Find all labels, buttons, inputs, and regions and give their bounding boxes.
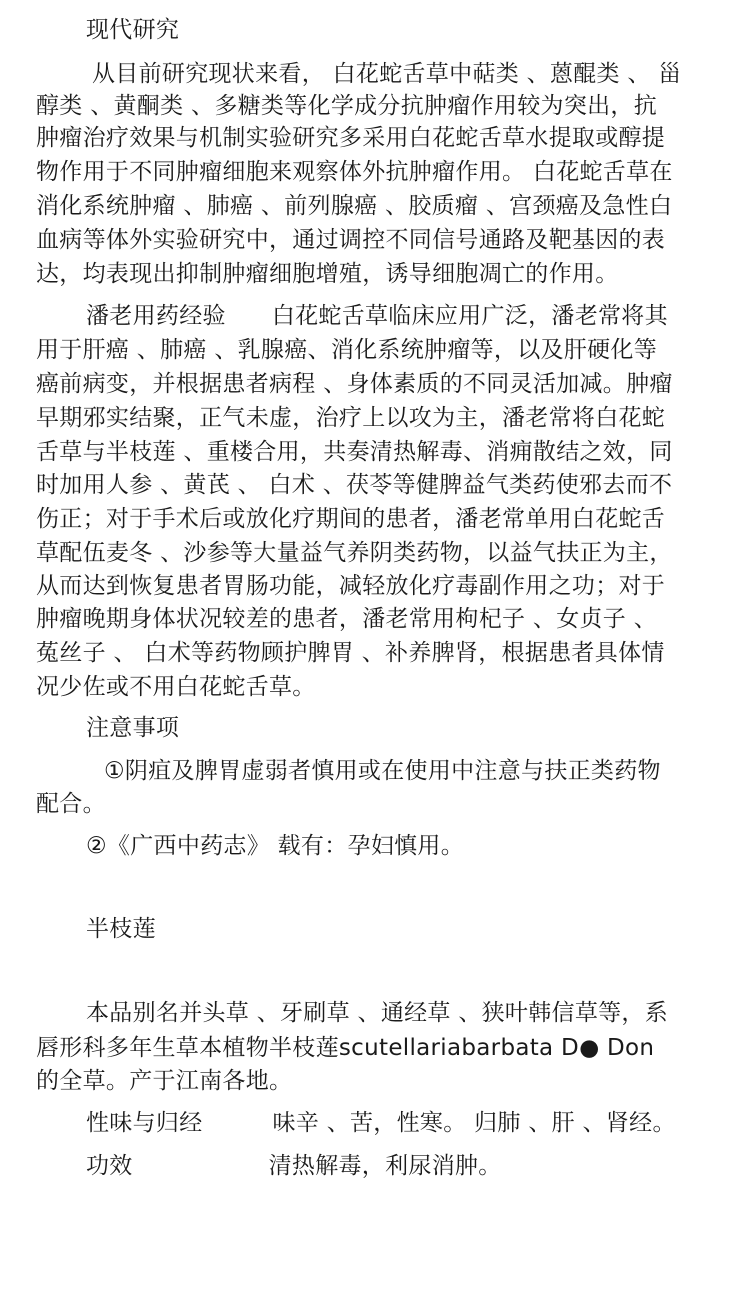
paragraph-line: 从目前研究现状来看， 白花蛇舌草中萜类 、蒽醌类 、 甾 (92, 61, 682, 87)
paragraph-line: 菟丝子 、 白术等药物顾护脾胃 、补养脾肾，根据患者具体情 (36, 640, 665, 666)
paragraph-line: 伤正；对于手术后或放化疗期间的患者，潘老常单用白花蛇舌 (36, 506, 666, 532)
section-heading-banzhilian: 半枝莲 (86, 916, 156, 942)
precaution-item-2: ②《广西中药志》 载有：孕妇慎用。 (86, 833, 465, 859)
nature-label: 性味与归经 (86, 1110, 203, 1136)
paragraph-line: 达，均表现出抑制肿瘤细胞增殖，诱导细胞凋亡的作用。 (36, 261, 619, 287)
paragraph-line: 物作用于不同肿瘤细胞来观察体外抗肿瘤作用。 白花蛇舌草在 (36, 159, 673, 185)
section-heading-modern-research: 现代研究 (86, 17, 180, 43)
section-heading-pan-experience: 潘老用药经验 (86, 303, 226, 329)
paragraph-line: 况少佐或不用白花蛇舌草。 (36, 674, 316, 700)
nature-value: 味辛 、苦，性寒。 归肺 、肝 、肾经。 (272, 1110, 676, 1136)
paragraph-line: 醇类 、黄酮类 、多糖类等化学成分抗肿瘤作用较为突出，抗 (36, 93, 658, 119)
section-heading-precautions: 注意事项 (86, 715, 180, 741)
precaution-item-1: ①阴疽及脾胃虚弱者慎用或在使用中注意与扶正类药物 (104, 758, 661, 784)
paragraph-line: 癌前病变，并根据患者病程 、身体素质的不同灵活加减。肿瘤 (36, 371, 673, 397)
paragraph-line: 时加用人参 、黄芪 、 白术 、茯苓等健脾益气类药使邪去而不 (36, 472, 673, 498)
paragraph-line: 本品别名并头草 、牙刷草 、通经草 、狭叶韩信草等，系 (86, 1000, 669, 1026)
paragraph-line: 舌草与半枝莲 、重楼合用，共奏清热解毒、消痈散结之效，同 (36, 439, 673, 465)
paragraph-line: 早期邪实结聚，正气未虚，治疗上以攻为主，潘老常将白花蛇 (36, 405, 666, 431)
paragraph-line: 血病等体外实验研究中，通过调控不同信号通路及靶基因的表 (36, 227, 666, 253)
paragraph-text: 白花蛇舌草临床应用广泛，潘老常将其 (271, 303, 668, 329)
pan-experience-first-line (86, 302, 726, 330)
paragraph-line: 从而达到恢复患者胃肠功能，减轻放化疗毒副作用之功；对于 (36, 573, 666, 599)
precaution-item-1-cont: 配合。 (36, 791, 106, 817)
paragraph-line: 肿瘤治疗效果与机制实验研究多采用白花蛇舌草水提取或醇提 (36, 125, 666, 151)
paragraph-line: 肿瘤晚期身体状况较差的患者，潘老常用枸杞子 、女贞子 、 (36, 606, 658, 632)
paragraph-line: 唇形科多年生草本植物半枝莲scutellariabarbata D● Don (36, 1035, 655, 1061)
paragraph-line: 草配伍麦冬 、沙参等大量益气养阴类药物，以益气扶正为主， (36, 540, 673, 566)
effect-row (86, 1152, 726, 1180)
paragraph-line: 的全草。产于江南各地。 (36, 1068, 293, 1094)
paragraph-line: 消化系统肿瘤 、肺癌 、前列腺癌 、胶质瘤 、宫颈癌及急性白 (36, 193, 673, 219)
paragraph-line: 用于肝癌 、肺癌 、乳腺癌、消化系统肿瘤等，以及肝硬化等 (36, 337, 658, 363)
effect-label: 功效 (86, 1153, 133, 1179)
effect-value: 清热解毒，利尿消肿。 (268, 1153, 502, 1179)
nature-row (86, 1109, 726, 1137)
